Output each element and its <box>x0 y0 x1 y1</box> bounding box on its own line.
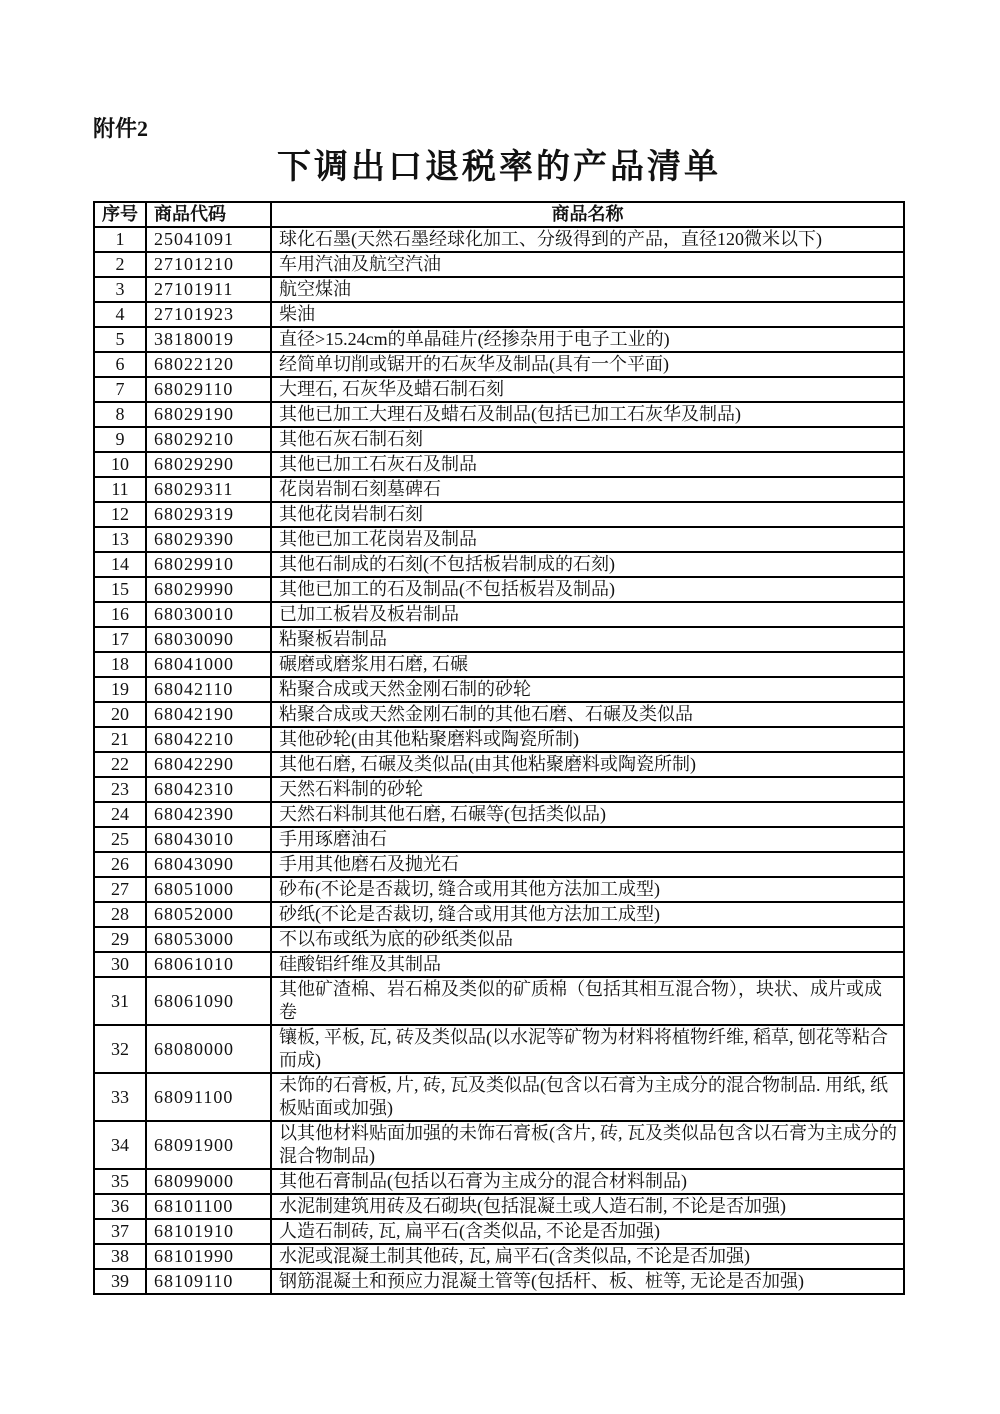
product-code-cell: 68109110 <box>146 1269 271 1294</box>
product-code-cell: 68042210 <box>146 727 271 752</box>
row-number-cell: 26 <box>94 852 146 877</box>
row-number-cell: 29 <box>94 927 146 952</box>
table-row <box>94 1219 904 1244</box>
product-name-cell: 水泥制建筑用砖及石砌块(包括混凝土或人造石制, 不论是否加强) <box>271 1194 904 1219</box>
header-serial-number: 序号 <box>94 202 146 227</box>
row-number-cell: 13 <box>94 527 146 552</box>
product-code-cell: 68061090 <box>146 977 271 1025</box>
product-code-cell: 68052000 <box>146 902 271 927</box>
table-row <box>94 352 904 377</box>
table-row <box>94 927 904 952</box>
product-name-cell: 其他已加工大理石及蜡石及制品(包括已加工石灰华及制品) <box>271 402 904 427</box>
table-row <box>94 727 904 752</box>
header-row <box>94 202 904 227</box>
row-number-cell: 3 <box>94 277 146 302</box>
row-number-cell: 32 <box>94 1025 146 1073</box>
row-number-cell: 28 <box>94 902 146 927</box>
row-number-cell: 17 <box>94 627 146 652</box>
row-number-cell: 24 <box>94 802 146 827</box>
row-number-cell: 7 <box>94 377 146 402</box>
row-number-cell: 38 <box>94 1244 146 1269</box>
product-name-cell: 手用其他磨石及抛光石 <box>271 852 904 877</box>
row-number-cell: 22 <box>94 752 146 777</box>
row-number-cell: 39 <box>94 1269 146 1294</box>
table-row <box>94 452 904 477</box>
product-name-cell: 球化石墨(天然石墨经球化加工、分级得到的产品，直径120微米以下) <box>271 227 904 252</box>
table-row <box>94 302 904 327</box>
row-number-cell: 31 <box>94 977 146 1025</box>
product-name-cell: 其他矿渣棉、岩石棉及类似的矿质棉（包括其相互混合物），块状、成片或成卷 <box>271 977 904 1025</box>
product-name-cell: 其他花岗岩制石刻 <box>271 502 904 527</box>
product-code-cell: 68042290 <box>146 752 271 777</box>
product-code-cell: 68101990 <box>146 1244 271 1269</box>
product-code-cell: 68099000 <box>146 1169 271 1194</box>
product-name-cell: 天然石料制的砂轮 <box>271 777 904 802</box>
row-number-cell: 2 <box>94 252 146 277</box>
product-name-cell: 粘聚板岩制品 <box>271 627 904 652</box>
table-row <box>94 777 904 802</box>
header-product-name: 商品名称 <box>271 202 904 227</box>
product-name-cell: 大理石, 石灰华及蜡石制石刻 <box>271 377 904 402</box>
table-row <box>94 227 904 252</box>
product-code-cell: 68101100 <box>146 1194 271 1219</box>
product-code-cell: 68042390 <box>146 802 271 827</box>
table-row <box>94 1073 904 1121</box>
row-number-cell: 8 <box>94 402 146 427</box>
row-number-cell: 1 <box>94 227 146 252</box>
product-name-cell: 水泥或混凝土制其他砖, 瓦, 扁平石(含类似品, 不论是否加强) <box>271 1244 904 1269</box>
table-row <box>94 527 904 552</box>
row-number-cell: 35 <box>94 1169 146 1194</box>
product-code-cell: 68022120 <box>146 352 271 377</box>
product-name-cell: 其他砂轮(由其他粘聚磨料或陶瓷所制) <box>271 727 904 752</box>
table-row <box>94 327 904 352</box>
table-row <box>94 802 904 827</box>
product-code-cell: 68091900 <box>146 1121 271 1169</box>
table-row <box>94 577 904 602</box>
row-number-cell: 10 <box>94 452 146 477</box>
product-name-cell: 花岗岩制石刻墓碑石 <box>271 477 904 502</box>
row-number-cell: 5 <box>94 327 146 352</box>
product-code-cell: 68029910 <box>146 552 271 577</box>
product-code-cell: 68080000 <box>146 1025 271 1073</box>
table-row <box>94 702 904 727</box>
table-row <box>94 977 904 1025</box>
product-code-cell: 25041091 <box>146 227 271 252</box>
table-header <box>94 202 904 227</box>
product-code-cell: 68030010 <box>146 602 271 627</box>
product-code-cell: 68029110 <box>146 377 271 402</box>
product-code-cell: 68043010 <box>146 827 271 852</box>
row-number-cell: 4 <box>94 302 146 327</box>
product-code-cell: 68091100 <box>146 1073 271 1121</box>
table-row <box>94 827 904 852</box>
product-name-cell: 天然石料制其他石磨, 石碾等(包括类似品) <box>271 802 904 827</box>
row-number-cell: 25 <box>94 827 146 852</box>
product-name-cell: 其他石膏制品(包括以石膏为主成分的混合材料制品) <box>271 1169 904 1194</box>
table-body <box>94 227 904 1294</box>
table-row <box>94 902 904 927</box>
row-number-cell: 9 <box>94 427 146 452</box>
product-name-cell: 车用汽油及航空汽油 <box>271 252 904 277</box>
row-number-cell: 23 <box>94 777 146 802</box>
header-product-code: 商品代码 <box>146 202 271 227</box>
product-name-cell: 航空煤油 <box>271 277 904 302</box>
table-row <box>94 652 904 677</box>
product-name-cell: 镶板, 平板, 瓦, 砖及类似品(以水泥等矿物为材料将植物纤维, 稻草, 刨花等粘合而成) <box>271 1025 904 1073</box>
row-number-cell: 33 <box>94 1073 146 1121</box>
product-code-cell: 68042190 <box>146 702 271 727</box>
product-name-cell: 其他已加工的石及制品(不包括板岩及制品) <box>271 577 904 602</box>
table-row <box>94 1169 904 1194</box>
row-number-cell: 18 <box>94 652 146 677</box>
product-name-cell: 硅酸铝纤维及其制品 <box>271 952 904 977</box>
attachment-label: 附件2 <box>93 116 149 141</box>
table-row <box>94 877 904 902</box>
row-number-cell: 11 <box>94 477 146 502</box>
row-number-cell: 12 <box>94 502 146 527</box>
table-row <box>94 402 904 427</box>
product-code-cell: 27101911 <box>146 277 271 302</box>
table-row <box>94 1244 904 1269</box>
page-title: 下调出口退税率的产品清单 <box>277 149 721 187</box>
row-number-cell: 14 <box>94 552 146 577</box>
product-code-cell: 27101923 <box>146 302 271 327</box>
table-row <box>94 477 904 502</box>
product-code-cell: 38180019 <box>146 327 271 352</box>
product-name-cell: 粘聚合成或天然金刚石制的砂轮 <box>271 677 904 702</box>
product-code-cell: 68029311 <box>146 477 271 502</box>
product-code-cell: 68101910 <box>146 1219 271 1244</box>
row-number-cell: 36 <box>94 1194 146 1219</box>
table-row <box>94 952 904 977</box>
row-number-cell: 34 <box>94 1121 146 1169</box>
table-row <box>94 1121 904 1169</box>
product-code-cell: 68029319 <box>146 502 271 527</box>
table-row <box>94 602 904 627</box>
table-row <box>94 552 904 577</box>
row-number-cell: 15 <box>94 577 146 602</box>
table-row <box>94 1269 904 1294</box>
row-number-cell: 37 <box>94 1219 146 1244</box>
product-name-cell: 柴油 <box>271 302 904 327</box>
table-row <box>94 427 904 452</box>
product-name-cell: 直径>15.24cm的单晶硅片(经掺杂用于电子工业的) <box>271 327 904 352</box>
product-name-cell: 其他石制成的石刻(不包括板岩制成的石刻) <box>271 552 904 577</box>
product-name-cell: 经简单切削或锯开的石灰华及制品(具有一个平面) <box>271 352 904 377</box>
table-row <box>94 627 904 652</box>
product-code-cell: 68029390 <box>146 527 271 552</box>
product-name-cell: 以其他材料贴面加强的未饰石膏板(含片, 砖, 瓦及类似品包含以石膏为主成分的混合物制品) <box>271 1121 904 1169</box>
table-row <box>94 252 904 277</box>
row-number-cell: 19 <box>94 677 146 702</box>
product-name-cell: 其他石磨, 石碾及类似品(由其他粘聚磨料或陶瓷所制) <box>271 752 904 777</box>
product-code-cell: 68043090 <box>146 852 271 877</box>
product-code-cell: 68029990 <box>146 577 271 602</box>
table-row <box>94 1025 904 1073</box>
row-number-cell: 20 <box>94 702 146 727</box>
row-number-cell: 30 <box>94 952 146 977</box>
product-code-cell: 68030090 <box>146 627 271 652</box>
product-name-cell: 已加工板岩及板岩制品 <box>271 602 904 627</box>
table-row <box>94 377 904 402</box>
table-row <box>94 852 904 877</box>
table-row <box>94 1194 904 1219</box>
row-number-cell: 27 <box>94 877 146 902</box>
product-name-cell: 钢筋混凝土和预应力混凝土管等(包括杆、板、桩等, 无论是否加强) <box>271 1269 904 1294</box>
product-name-cell: 碾磨或磨浆用石磨, 石碾 <box>271 652 904 677</box>
table-row <box>94 502 904 527</box>
product-name-cell: 其他石灰石制石刻 <box>271 427 904 452</box>
product-code-cell: 68053000 <box>146 927 271 952</box>
product-name-cell: 其他已加工石灰石及制品 <box>271 452 904 477</box>
table-row <box>94 677 904 702</box>
table-row <box>94 752 904 777</box>
product-code-cell: 68051000 <box>146 877 271 902</box>
product-name-cell: 手用琢磨油石 <box>271 827 904 852</box>
product-name-cell: 其他已加工花岗岩及制品 <box>271 527 904 552</box>
row-number-cell: 21 <box>94 727 146 752</box>
product-code-cell: 68029210 <box>146 427 271 452</box>
product-code-cell: 68061010 <box>146 952 271 977</box>
product-code-cell: 68029190 <box>146 402 271 427</box>
product-name-cell: 粘聚合成或天然金刚石制的其他石磨、石碾及类似品 <box>271 702 904 727</box>
product-name-cell: 不以布或纸为底的砂纸类似品 <box>271 927 904 952</box>
product-code-cell: 68042310 <box>146 777 271 802</box>
product-name-cell: 砂纸(不论是否裁切, 缝合或用其他方法加工成型) <box>271 902 904 927</box>
product-code-cell: 68041000 <box>146 652 271 677</box>
product-name-cell: 砂布(不论是否裁切, 缝合或用其他方法加工成型) <box>271 877 904 902</box>
row-number-cell: 6 <box>94 352 146 377</box>
product-code-cell: 68029290 <box>146 452 271 477</box>
product-name-cell: 人造石制砖, 瓦, 扁平石(含类似品, 不论是否加强) <box>271 1219 904 1244</box>
product-name-cell: 未饰的石膏板, 片, 砖, 瓦及类似品(包含以石膏为主成分的混合物制品. 用纸, 纸板贴面或加强) <box>271 1073 904 1121</box>
table-row <box>94 277 904 302</box>
product-code-cell: 68042110 <box>146 677 271 702</box>
product-code-cell: 27101210 <box>146 252 271 277</box>
row-number-cell: 16 <box>94 602 146 627</box>
product-table <box>93 201 905 1295</box>
